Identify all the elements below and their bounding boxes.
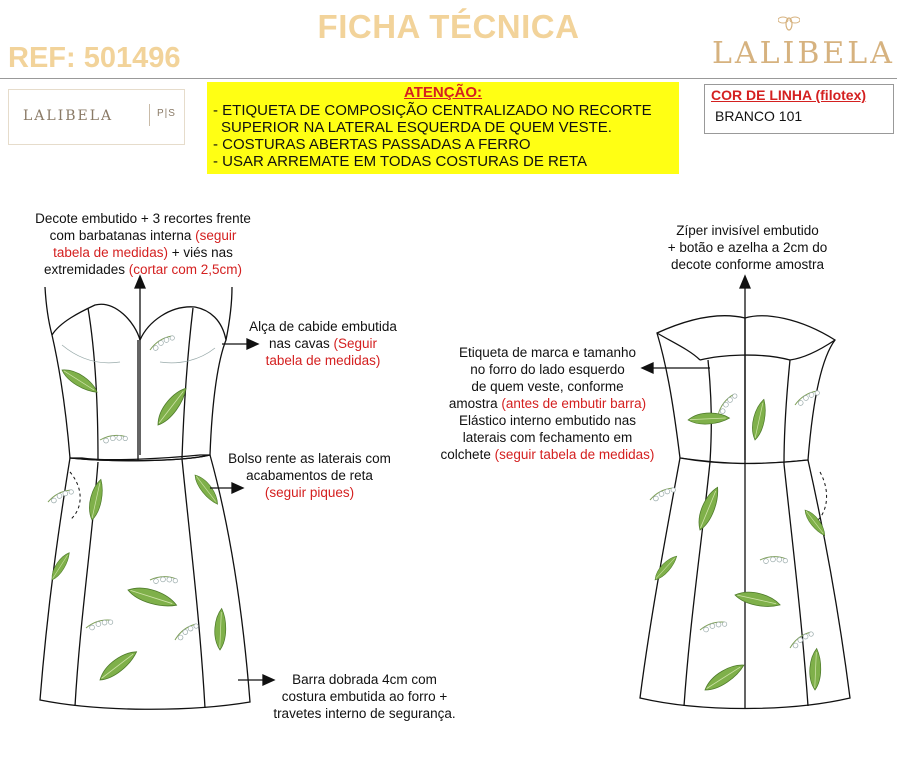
note-text: travetes interno de segurança.	[273, 706, 456, 721]
note-barra	[262, 671, 467, 722]
note-bolso	[212, 450, 407, 501]
note-text: Decote embutido + 3 recortes frente	[35, 211, 251, 226]
note-text: + botão e azelha a 2cm do	[667, 240, 828, 255]
note-highlight: (seguir	[195, 228, 237, 243]
thread-color-value: BRANCO 101	[715, 108, 803, 124]
attention-heading: ATENÇÃO:	[403, 84, 483, 101]
brand-logo: LALIBELA	[712, 36, 895, 71]
note-ziper	[650, 222, 845, 273]
note-highlight: (seguir tabela de medidas)	[494, 447, 655, 462]
note-text: acabamentos de reta	[246, 468, 373, 483]
attention-line: SUPERIOR NA LATERAL ESQUERDA DE QUEM VESTE.	[221, 119, 612, 136]
note-text: Zíper invisível embutido	[676, 223, 819, 238]
note-text: Barra dobrada 4cm com	[292, 672, 437, 687]
note-text: Bolso rente as laterais com	[228, 451, 391, 466]
note-text: Alça de cabide embutida	[249, 319, 397, 334]
note-highlight: tabela de medidas)	[265, 353, 381, 368]
note-highlight: (antes de embutir barra)	[501, 396, 647, 411]
reference-code: REF: 501496	[8, 42, 181, 74]
note-decote	[18, 210, 268, 278]
label-brand-text: LALIBELA	[23, 108, 114, 124]
thread-color-title: COR DE LINHA (filotex)	[711, 87, 867, 103]
note-text: nas cavas	[268, 336, 334, 351]
note-highlight: (seguir piques)	[264, 485, 355, 500]
note-highlight: (cortar com 2,5cm)	[128, 262, 243, 277]
note-text: laterais com fechamento em	[462, 430, 633, 445]
note-highlight: tabela de medidas)	[53, 245, 168, 260]
note-text: colchete	[440, 447, 495, 462]
attention-line: - COSTURAS ABERTAS PASSADAS A FERRO	[213, 136, 531, 153]
note-text: no forro do lado esquerdo	[470, 362, 625, 377]
note-text: + viés nas	[167, 245, 233, 260]
note-etiqueta	[420, 344, 675, 463]
label-size-text: P|S	[157, 108, 176, 119]
note-text: de quem veste, conforme	[471, 379, 624, 394]
note-text: amostra	[448, 396, 502, 411]
note-text: extremidades	[43, 262, 129, 277]
note-highlight: (Seguir	[333, 336, 378, 351]
note-text: Etiqueta de marca e tamanho	[458, 345, 637, 360]
page-title: FICHA TÉCNICA	[317, 8, 580, 45]
note-alca	[238, 318, 408, 369]
attention-line: - ETIQUETA DE COMPOSIÇÃO CENTRALIZADO NO RECORTE	[213, 102, 652, 119]
attention-line: - USAR ARREMATE EM TODAS COSTURAS DE RETA	[213, 153, 587, 170]
note-text: com barbatanas interna	[49, 228, 196, 243]
note-text: costura embutida ao forro +	[281, 689, 448, 704]
note-text: Elástico interno embutido nas	[458, 413, 637, 428]
note-text: decote conforme amostra	[670, 257, 825, 272]
